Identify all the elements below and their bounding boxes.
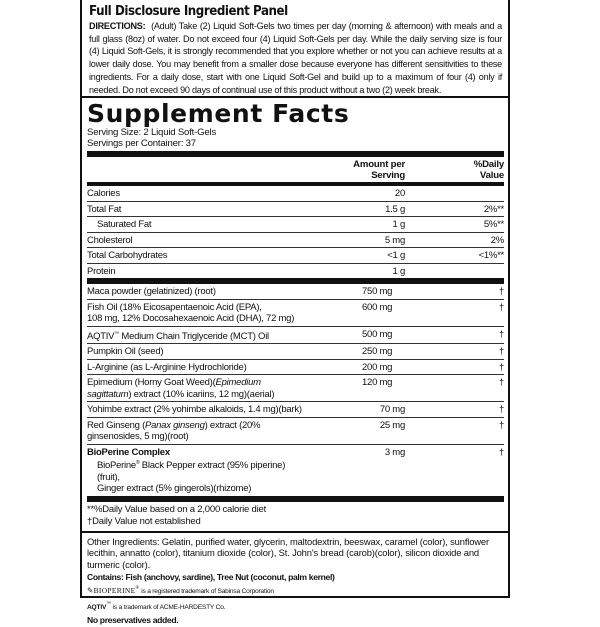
supplement-facts	[82, 100, 508, 627]
ingredient-row: L-Arginine (as L-Arginine Hydrochloride) 200 mg †	[87, 360, 504, 376]
ingredient-row: Epimedium (Horny Goat Weed)(Epimedium sagittatum) extract (10% icariins, 12 mg)(aerial) 120 mg †	[87, 375, 504, 402]
bioperine-logo: ✎BIOPERINE®	[87, 585, 140, 595]
servings-per-container: Servings per Container: 37	[87, 137, 196, 149]
footnotes: **%Daily Value based on a 2,000 calorie diet †Daily Value not established	[87, 503, 267, 527]
directions-body: (Adult) Take (2) Liquid Soft-Gels two times per day (morning & afternoon) with meals and a full glass (8oz) of water. Do not exceed four (4) Liquid Soft-Gels per day. While the daily serving size is four (4) Liquid Soft-Gels, it is strongly recommended that you explore whether or not you can achieve results at a lower daily dose. You may benefit from a smaller dose because everyone has different sensitivities to these ingredients. For a daily dose, start with one Liquid Soft-Gel and build up to a maximum of four (4) only if needed. Do not exceed 90 days of continual use of this product without a two (2) week break.	[89, 21, 502, 95]
nutrient-row: Calories 20	[87, 186, 504, 202]
facts-title: Supplement Facts	[87, 99, 350, 128]
nutrient-row: Total Fat 1.5 g 2%**	[87, 202, 504, 218]
ingredient-row: Yohimbe extract (2% yohimbe alkaloids, 1.4 mg)(bark) 70 mg †	[87, 402, 504, 418]
nutrient-row: Cholesterol 5 mg 2%	[87, 233, 504, 249]
allergen-statement: Contains: Fish (anchovy, sardine), Tree Nut (coconut, palm kernel)	[87, 571, 335, 582]
ingredient-row: Fish Oil (18% Eicosapentaenoic Acid (EPA), 108 mg, 12% Docosahexaenoic Acid (DHA), 72 mg) 600 mg †	[87, 300, 504, 327]
header-amount: Amount per Serving	[353, 159, 405, 181]
nutrient-row: Protein 1 g	[87, 265, 405, 277]
ingredient-row: Pumpkin Oil (seed) 250 mg †	[87, 344, 504, 360]
ingredient-row: BioPerine Complex BioPerine® Black Pepper extract (95% piperine)(fruit), Ginger extract (5% gingerols)(rhizome) 3 mg †	[87, 446, 504, 494]
ingredient-row: Maca powder (gelatinized) (root) 750 mg †	[87, 284, 504, 300]
bioperine-trademark: ✎BIOPERINE® is a registered trademark of Sabinsa Corporation	[87, 585, 274, 595]
no-preservatives: No preservatives added.	[87, 614, 179, 625]
serving-size: Serving Size: 2 Liquid Soft-Gels	[87, 127, 217, 138]
nutrient-row: Saturated Fat 1 g 5%**	[87, 217, 504, 233]
facts-header-row	[87, 157, 504, 182]
aqtiv-trademark: AQTIV™ is a trademark of ACME-HARDESTY Co.	[87, 600, 226, 611]
ingredient-row: AQTIV™ Medium Chain Triglyceride (MCT) Oil 500 mg †	[87, 327, 504, 345]
supplement-label-panel	[80, 0, 510, 625]
ingredient-row: Red Ginseng (Panax ginseng) extract (20% ginsenosides, 5 mg)(root) 25 mg †	[87, 418, 504, 445]
disclosure-section	[82, 0, 508, 98]
nutrient-row: Total Carbohydrates <1 g <1%**	[87, 248, 504, 264]
directions-label: DIRECTIONS:	[89, 21, 146, 31]
other-ingredients-section	[87, 533, 504, 627]
header-spacer	[87, 159, 306, 181]
directions-text	[89, 20, 502, 96]
header-daily-value: %Daily Value	[473, 159, 504, 181]
other-ingredients: Other Ingredients: Gelatin, purified water, glycerin, maltodextrin, beeswax, caramel (color), sunflower lecithin, annatto (color), titanium dioxide (color), St. John's bread (carob)(color), silicon dioxide and turmeric (color).	[87, 535, 489, 571]
disclosure-title: Full Disclosure Ingredient Panel	[89, 4, 288, 19]
